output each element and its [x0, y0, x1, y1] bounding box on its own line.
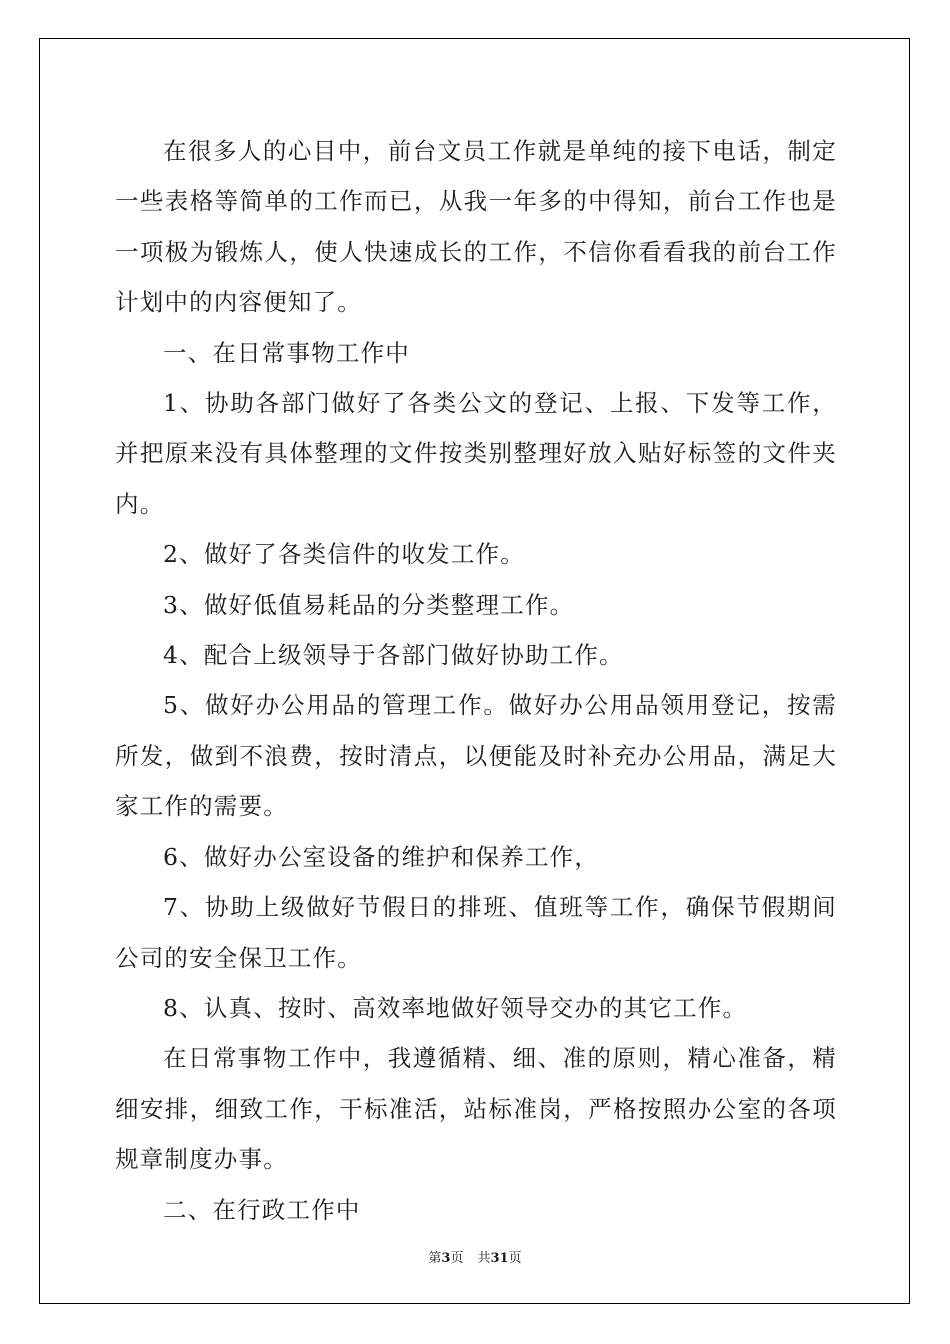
list-item-8: 8、认真、按时、高效率地做好领导交办的其它工作。: [163, 993, 748, 1022]
list-item-2: 2、做好了各类信件的收发工作。: [163, 540, 525, 569]
total-pages: 31: [490, 1251, 509, 1266]
list-item-6: 6、做好办公室设备的维护和保养工作，: [163, 842, 600, 871]
list-item-7: 7、协助上级做好节假日的排班、值班等工作，确保节假期间公司的安全保卫工作。: [115, 893, 837, 972]
page-unit: 页: [450, 1251, 464, 1266]
paragraph-summary: 在日常事物工作中，我遵循精、细、准的原则，精心准备，精细安排，细致工作，干标准活，站标准岗，严格按照办公室的各项规章制度办事。: [115, 1044, 837, 1174]
page-footer: [0, 1247, 950, 1266]
section-heading-1: 一、在日常事物工作中: [163, 338, 410, 367]
document-body: [115, 126, 837, 1235]
total-prefix: 共: [477, 1251, 491, 1266]
page-number: 3: [441, 1251, 451, 1266]
section-heading-2: 二、在行政工作中: [163, 1195, 361, 1224]
page-prefix: 第: [428, 1251, 442, 1266]
list-item-4: 4、配合上级领导于各部门做好协助工作。: [163, 641, 624, 670]
list-item-1: 1、协助各部门做好了各类公文的登记、上报、下发等工作，并把原来没有具体整理的文件按类别整理好放入贴好标签的文件夹内。: [115, 389, 837, 518]
total-unit: 页: [508, 1251, 522, 1266]
paragraph-intro: 在很多人的心目中，前台文员工作就是单纯的接下电话，制定一些表格等简单的工作而已，从我一年多的中得知，前台工作也是一项极为锻炼人，使人快速成长的工作，不信你看看我的前台工作计划中的内容便知了。: [115, 137, 837, 317]
list-item-3: 3、做好低值易耗品的分类整理工作。: [163, 590, 575, 619]
list-item-5: 5、做好办公用品的管理工作。做好办公用品领用登记，按需所发，做到不浪费，按时清点，以便能及时补充办公用品，满足大家工作的需要。: [115, 691, 837, 821]
